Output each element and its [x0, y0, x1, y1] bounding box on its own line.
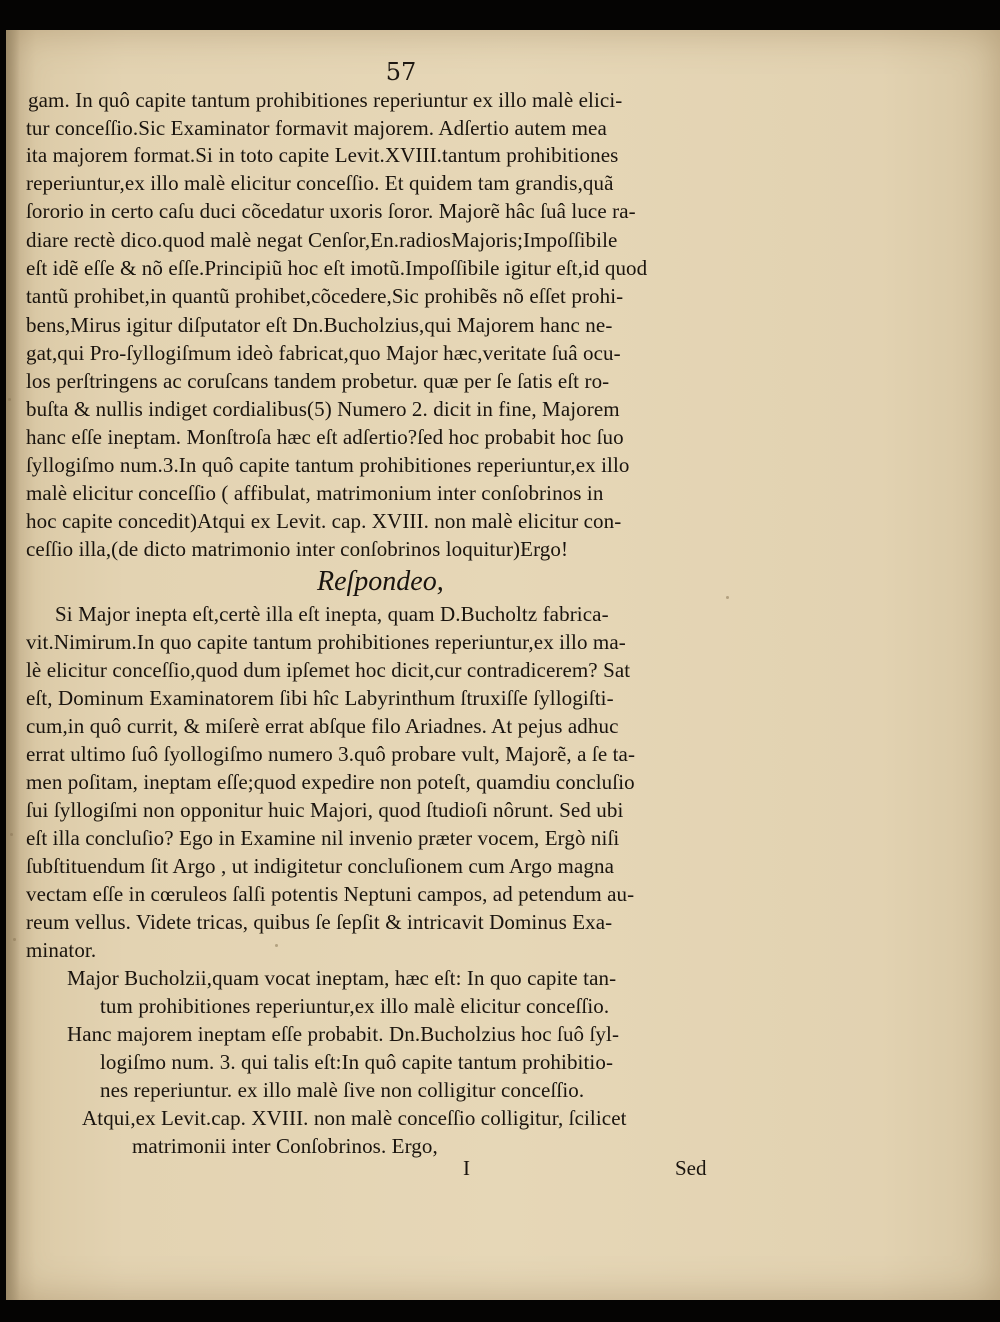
paper-spot [275, 944, 278, 947]
text-line: lè elicitur conceſſio,quod dum ipſemet hoc dicit,cur contradicerem? Sat [26, 658, 631, 682]
text-line: malè elicitur conceſſio ( affibulat, matrimonium inter conſobrinos in [26, 481, 604, 505]
text-line: ceſſio illa,(de dicto matrimonio inter conſobrinos loquitur)Ergo! [26, 537, 569, 561]
text-line: men poſitam, ineptam eſſe;quod expedire non poteſt, quamdiu concluſio [26, 770, 635, 794]
text-line: hoc capite concedit)Atqui ex Levit. cap. XVIII. non malè elicitur con- [26, 509, 622, 533]
text-line: hanc eſſe ineptam. Monſtroſa hæc eſt adſertio?ſed hoc probabit hoc ſuo [26, 425, 624, 449]
text-line: logiſmo num. 3. qui talis eſt:In quô capite tantum prohibitio- [100, 1050, 614, 1074]
text-line: eſt, Dominum Examinatorem ſibi hîc Labyrinthum ſtruxiſſe ſyllogiſti- [26, 686, 614, 710]
text-line: matrimonii inter Conſobrinos. Ergo, [132, 1134, 438, 1158]
text-line: reperiuntur,ex illo malè elicitur conceſſio. Et quidem tam grandis,quã [26, 171, 614, 195]
text-line: diare rectè dico.quod malè negat Cenſor,En.radiosMajoris;Impoſſibile [26, 228, 618, 252]
text-line: tur conceſſio.Sic Examinator formavit majorem. Adſertio autem mea [26, 116, 607, 140]
catchword: Sed [675, 1156, 707, 1180]
paper-spot [10, 833, 13, 836]
text-line: minator. [26, 938, 97, 962]
text-line: vit.Nimirum.In quo capite tantum prohibitiones reperiuntur,ex illo ma- [26, 630, 626, 654]
signature-mark: I [463, 1156, 470, 1180]
text-line: ſororio in certo caſu duci cõcedatur uxoris ſoror. Majorẽ hâc ſuâ luce ra- [26, 199, 636, 223]
text-line: buſta & nullis indiget cordialibus(5) Numero 2. dicit in fine, Majorem [26, 397, 620, 421]
text-line: Atqui,ex Levit.cap. XVIII. non malè conceſſio colligitur, ſcilicet [82, 1106, 627, 1130]
text-line: Si Major inepta eſt,certè illa eſt inepta, quam D.Bucholtz fabrica- [55, 602, 609, 626]
text-line: eſt illa concluſio? Ego in Examine nil invenio præter vocem, Ergò niſi [26, 826, 620, 850]
text-line: gam. In quô capite tantum prohibitiones reperiuntur ex illo malè elici- [28, 88, 623, 112]
paper-spot [8, 398, 11, 401]
text-line: tum prohibitiones reperiuntur,ex illo malè elicitur conceſſio. [100, 994, 610, 1018]
text-line: gat,qui Pro-ſyllogiſmum ideò fabricat,quo Major hæc,veritate ſuâ ocu- [26, 341, 621, 365]
text-line: Major Bucholzii,quam vocat ineptam, hæc eſt: In quo capite tan- [67, 966, 617, 990]
text-line: ſui ſyllogiſmi non opponitur huic Majori, quod ſtudioſi nôrunt. Sed ubi [26, 798, 624, 822]
page-number: 57 [385, 58, 417, 86]
text-line: bens,Mirus igitur diſputator eſt Dn.Bucholzius,qui Majorem hanc ne- [26, 313, 613, 337]
text-line: errat ultimo ſuô ſyollogiſmo numero 3.quô probare vult, Majorẽ, a ſe ta- [26, 742, 636, 766]
paper-spot [726, 596, 729, 599]
text-line: los perſtringens ac coruſcans tandem probetur. quæ per ſe ſatis eſt ro- [26, 369, 610, 393]
text-line: ſyllogiſmo num.3.In quô capite tantum prohibitiones reperiuntur,ex illo [26, 453, 630, 477]
text-line: nes reperiuntur. ex illo malè ſive non colligitur conceſſio. [100, 1078, 585, 1102]
paper-spot [13, 938, 16, 941]
text-line: vectam eſſe in cœruleos ſalſi potentis Neptuni campos, ad petendum au- [26, 882, 635, 906]
text-line: Hanc majorem ineptam eſſe probabit. Dn.Bucholzius hoc ſuô ſyl- [67, 1022, 620, 1046]
text-line: ſubſtituendum ſit Argo , ut indigitetur concluſionem cum Argo magna [26, 854, 615, 878]
text-line: tantũ prohibet,in quantũ prohibet,cõcedere,Sic prohibẽs nõ eſſet prohi- [26, 284, 624, 308]
text-line: ita majorem format.Si in toto capite Levit.XVIII.tantum prohibitiones [26, 143, 619, 167]
text-line: cum,in quô currit, & miſerè errat abſque filo Ariadnes. At pejus adhuc [26, 714, 619, 738]
text-line: eſt idẽ eſſe & nõ eſſe.Principiũ hoc eſt imotũ.Impoſſibile igitur eſt,id quod [26, 256, 648, 280]
section-heading: Reſpondeo, [317, 566, 444, 597]
text-line: reum vellus. Videte tricas, quibus ſe ſepſit & intricavit Dominus Exa- [26, 910, 613, 934]
